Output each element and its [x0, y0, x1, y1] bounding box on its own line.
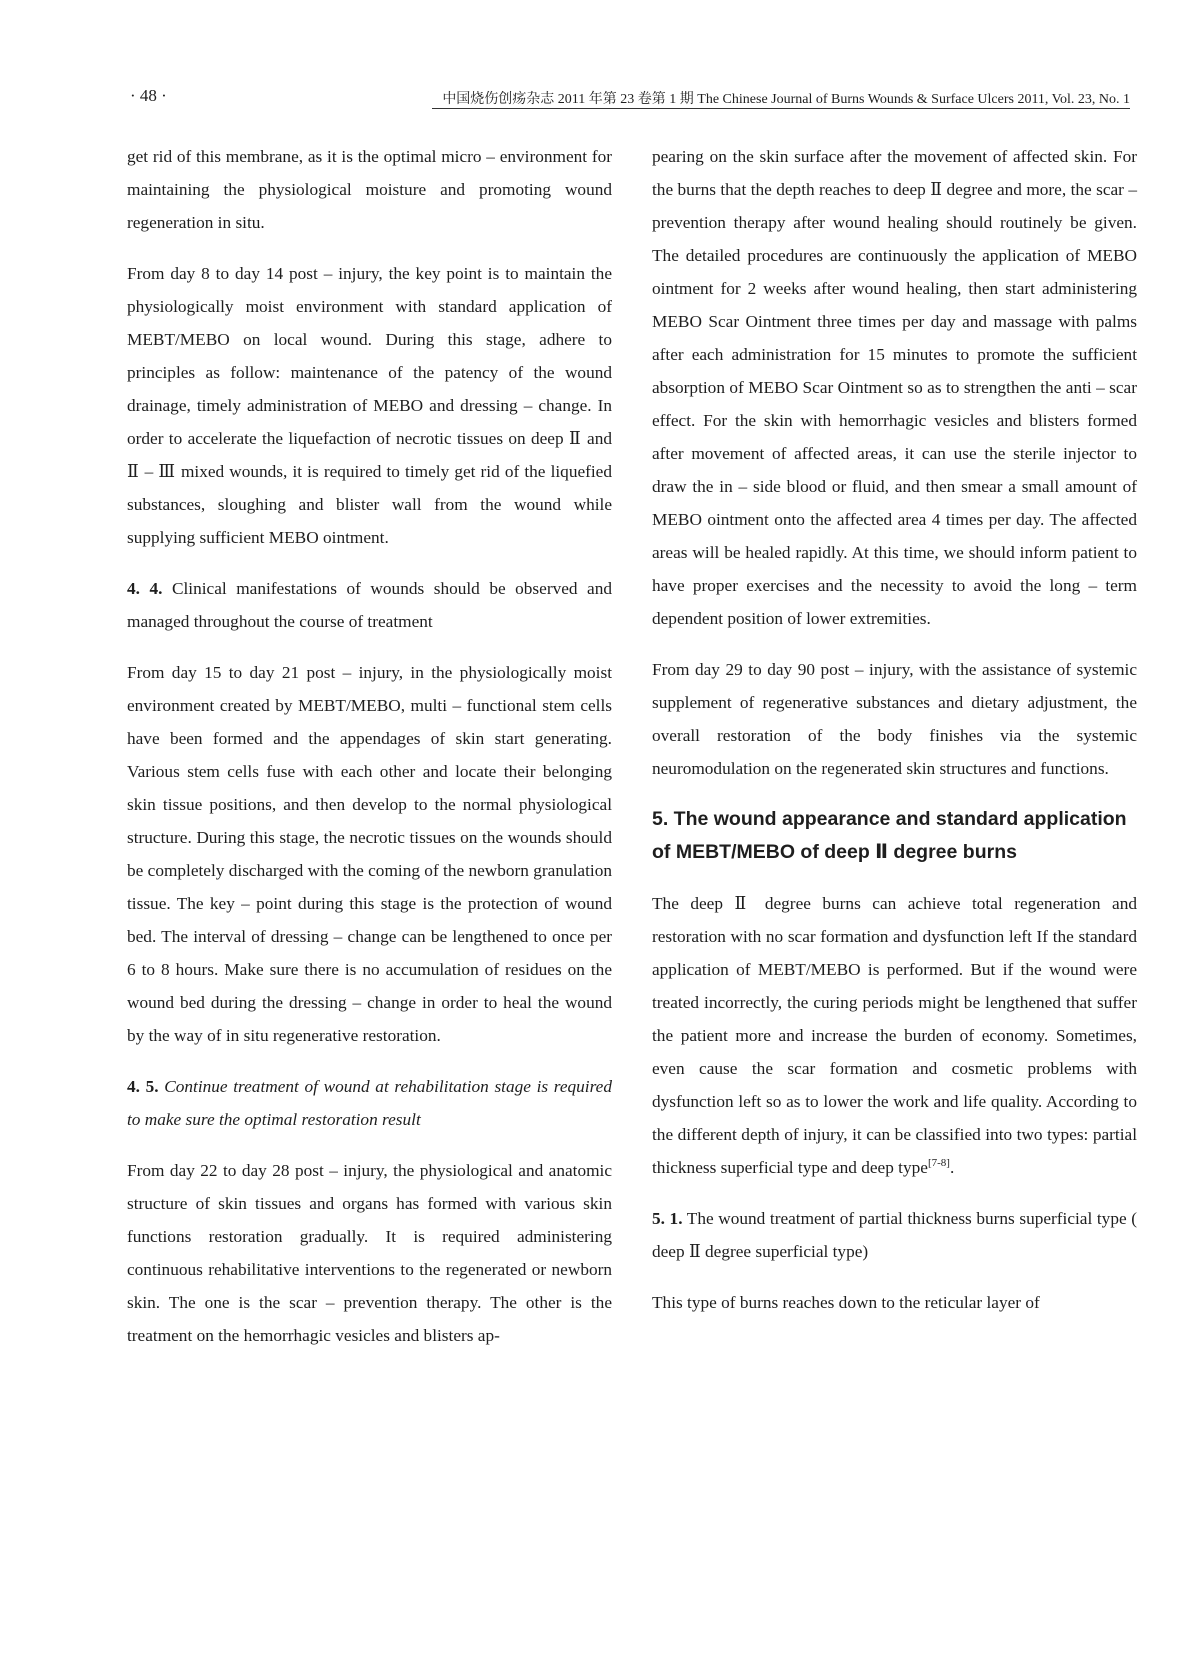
- heading-number: 5. 1.: [652, 1209, 683, 1228]
- paragraph: From day 22 to day 28 post – injury, the physiological and anatomic structure of skin tissues and organs has formed with various skin functions restoration gradually. It is required administering continuous rehabilitative interventions to the regenerated or newborn skin. The one is the scar – prevention therapy. The other is the treatment on the hemorrhagic vesicles and blisters ap-: [127, 1161, 612, 1345]
- section-heading-5: 5. The wound appearance and standard application of MEBT/MEBO of deep Ⅱ degree burns: [652, 808, 1127, 863]
- citation-ref: [7-8]: [927, 1157, 950, 1170]
- running-header: 中国烧伤创疡杂志 2011 年第 23 卷第 1 期 The Chinese Journal of Burns Wounds & Surface Ulcers 2011, Vol. 23, No. 1: [442, 92, 1130, 107]
- subsection-heading-4-5: [127, 1070, 612, 1136]
- heading-number: 4. 4.: [127, 579, 163, 598]
- page-header: [130, 86, 1130, 112]
- heading-text: The wound treatment of partial thickness burns superficial type ( deep Ⅱ degree superficial type): [652, 1209, 1137, 1261]
- paragraph: From day 15 to day 21 post – injury, in the physiologically moist environment created by MEBT/MEBO, multi – functional stem cells have been formed and the appendages of skin start generating. Various stem cells fuse with each other and locate their belonging skin tissue positions, and then develop to the normal physiological structure. During this stage, the necrotic tissues on the wounds should be completely discharged with the coming of the newborn granulation tissue. The key – point during this stage is the protection of wound bed. The interval of dressing – change can be lengthened to once per 6 to 8 hours. Make sure there is no accumulation of residues on the wound bed during the dressing – change in order to heal the wound by the way of in situ regenerative restoration.: [127, 663, 612, 1045]
- paragraph-text: The deep Ⅱ degree burns can achieve total regeneration and restoration with no scar formation and dysfunction left If the standard application of MEBT/MEBO is performed. But if the wound were treated incorrectly, the curing periods might be lengthened that suffer the patient more and increase the burden of economy. Sometimes, even cause the scar formation and cosmetic problems with dysfunction left so as to lower the work and life quality. According to the different depth of injury, it can be classified into two types: partial thickness superficial type and deep type: [652, 894, 1137, 1177]
- subsection-heading-4-4: [127, 572, 612, 638]
- paragraph: [652, 887, 1137, 1184]
- heading-number: 4. 5.: [127, 1077, 159, 1096]
- paragraph: From day 29 to day 90 post – injury, with the assistance of systemic supplement of regenerative substances and dietary adjustment, the overall restoration of the body finishes via the systemic neuromodulation on the regenerated skin structures and functions.: [652, 660, 1137, 778]
- heading-text: Continue treatment of wound at rehabilitation stage is required to make sure the optimal restoration result: [127, 1077, 612, 1129]
- paragraph-end: .: [949, 1158, 955, 1177]
- right-column: [652, 140, 1137, 1336]
- header-rule: [432, 108, 1130, 109]
- paragraph: This type of burns reaches down to the reticular layer of: [652, 1293, 1040, 1312]
- page-number: · 48 ·: [130, 86, 167, 105]
- heading-text: Clinical manifestations of wounds should be observed and managed throughout the course of treatment: [127, 579, 613, 631]
- paragraph: get rid of this membrane, as it is the optimal micro – environment for maintaining the physiological moisture and promoting wound regeneration in situ.: [127, 147, 612, 232]
- paragraph: From day 8 to day 14 post – injury, the key point is to maintain the physiologically moist environment with standard application of MEBT/MEBO on local wound. During this stage, adhere to principles as follow: maintenance of the patency of the wound drainage, timely administration of MEBO and dressing – change. In order to accelerate the liquefaction of necrotic tissues on deep Ⅱ and Ⅱ – Ⅲ mixed wounds, it is required to timely get rid of the liquefied substances, sloughing and blister wall from the wound while supplying sufficient MEBO ointment.: [127, 264, 612, 547]
- subsection-heading-5-1: [652, 1202, 1137, 1268]
- left-column: [127, 140, 612, 1369]
- paragraph: pearing on the skin surface after the movement of affected skin. For the burns that the depth reaches to deep Ⅱ degree and more, the scar – prevention therapy after wound healing should routinely be given. The detailed procedures are continuously the application of MEBO ointment for 2 weeks after wound healing, then start administering MEBO Scar Ointment three times per day and massage with palms after each administration for 15 minutes to promote the sufficient absorption of MEBO Scar Ointment so as to strengthen the anti – scar effect. For the skin with hemorrhagic vesicles and blisters formed after movement of affected areas, it can use the sterile injector to draw the in – side blood or fluid, and then smear a small amount of MEBO ointment onto the affected area 4 times per day. The affected areas will be healed rapidly. At this time, we should inform patient to have proper exercises and the necessity to avoid the long – term dependent position of lower extremities.: [652, 147, 1137, 628]
